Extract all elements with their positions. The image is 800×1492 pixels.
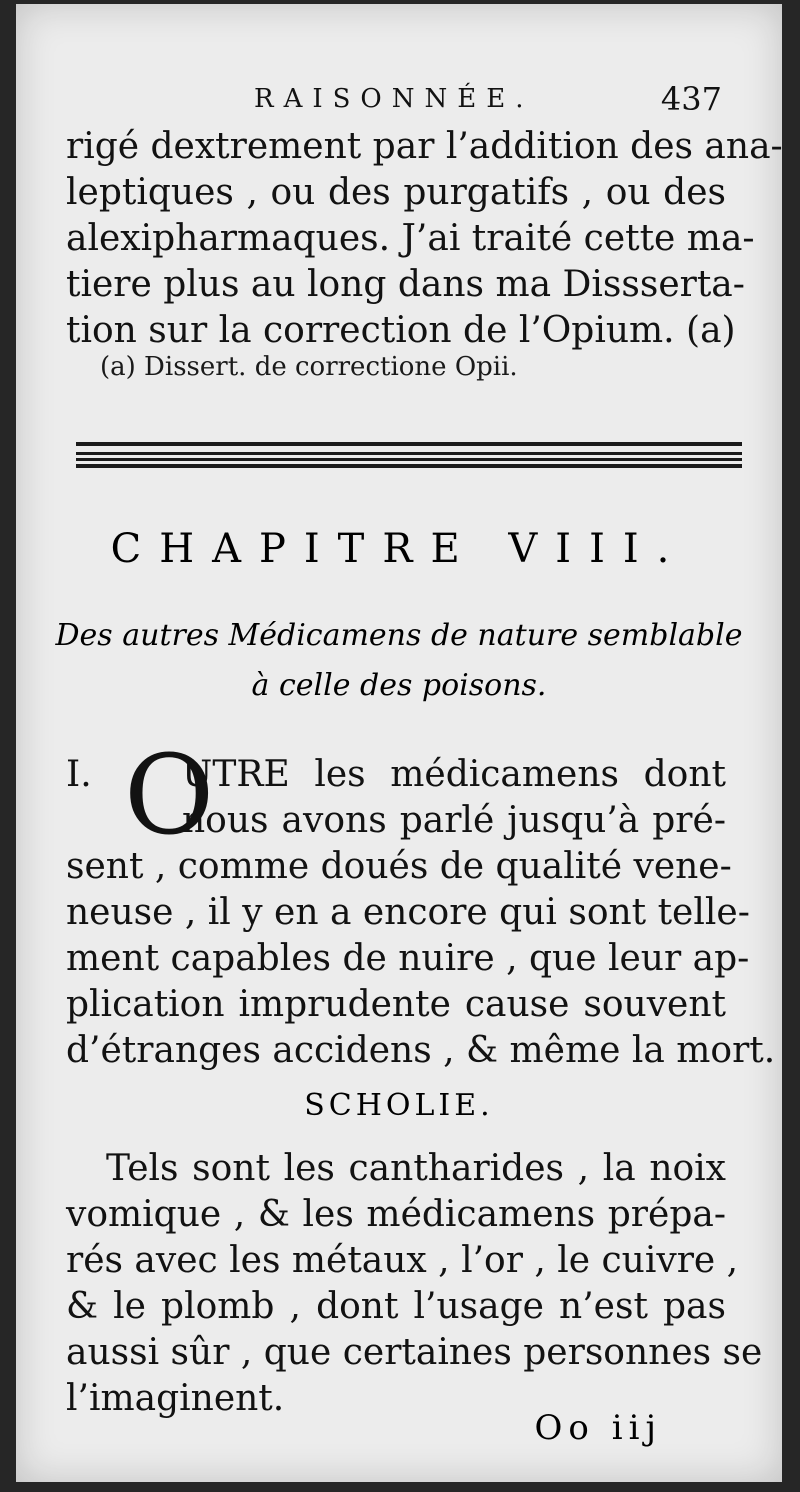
page-number: 437 [660,80,722,118]
text-line: tiere plus au long dans ma Dissserta- [66,264,745,305]
text-line: rigé dextrement par l’addition des ana- [66,126,783,167]
text-line: tion sur la correction de l’Opium. (a) [66,310,736,351]
text-line: leptiques , ou des purgatifs , ou des [66,172,726,213]
rule-line [76,442,742,446]
chapter-divider-rules [76,442,742,468]
drop-cap: O [124,731,215,859]
running-title: RAISONNÉE. [254,84,534,114]
text-line: sent , comme doués de qualité vene- [66,846,732,887]
paragraph-one [66,731,776,1074]
rule-line [76,458,742,461]
scholie-heading: SCHOLIE. [304,1088,494,1123]
text-line: nous avons parlé jusqu’à pré- [182,800,726,841]
text-line: vomique , & les médicamens prépa- [66,1194,726,1235]
text-line: ment capables de nuire , que leur ap- [66,938,750,979]
chapter-subtitle: à celle des poisons. [251,668,547,703]
text-line: alexipharmaques. J’ai traité cette ma- [66,218,755,259]
paragraph-continuation [66,124,783,354]
rule-line [76,452,742,455]
text-line: Tels sont les cantharides , la noix [106,1148,726,1189]
chapter-subtitle: Des autres Médicamens de nature semblable [55,618,743,653]
text-line: neuse , il y en a encore qui sont telle- [66,892,750,933]
text-line: l’imaginent. [66,1378,285,1419]
text-line: & le plomb , dont l’usage n’est pas [66,1286,726,1327]
text-line: aussi sûr , que certaines personnes se [66,1332,763,1373]
signature-mark: Oo iij [534,1408,662,1448]
text-line: rés avec les métaux , l’or , le cuivre , [66,1240,739,1281]
text-line: UTRE les médicamens dont [182,754,726,795]
scholie-paragraph [66,1146,763,1422]
chapter-title: CHAPITRE VIII. [110,526,688,572]
text-line: d’étranges accidens , & même la mort. [66,1030,776,1071]
page-header [66,80,726,126]
rule-line [76,464,742,468]
book-page [16,4,782,1482]
paragraph-number: I. [66,754,92,795]
footnote: (a) Dissert. de correctione Opii. [100,352,518,382]
text-line: plication imprudente cause souvent [66,984,726,1025]
